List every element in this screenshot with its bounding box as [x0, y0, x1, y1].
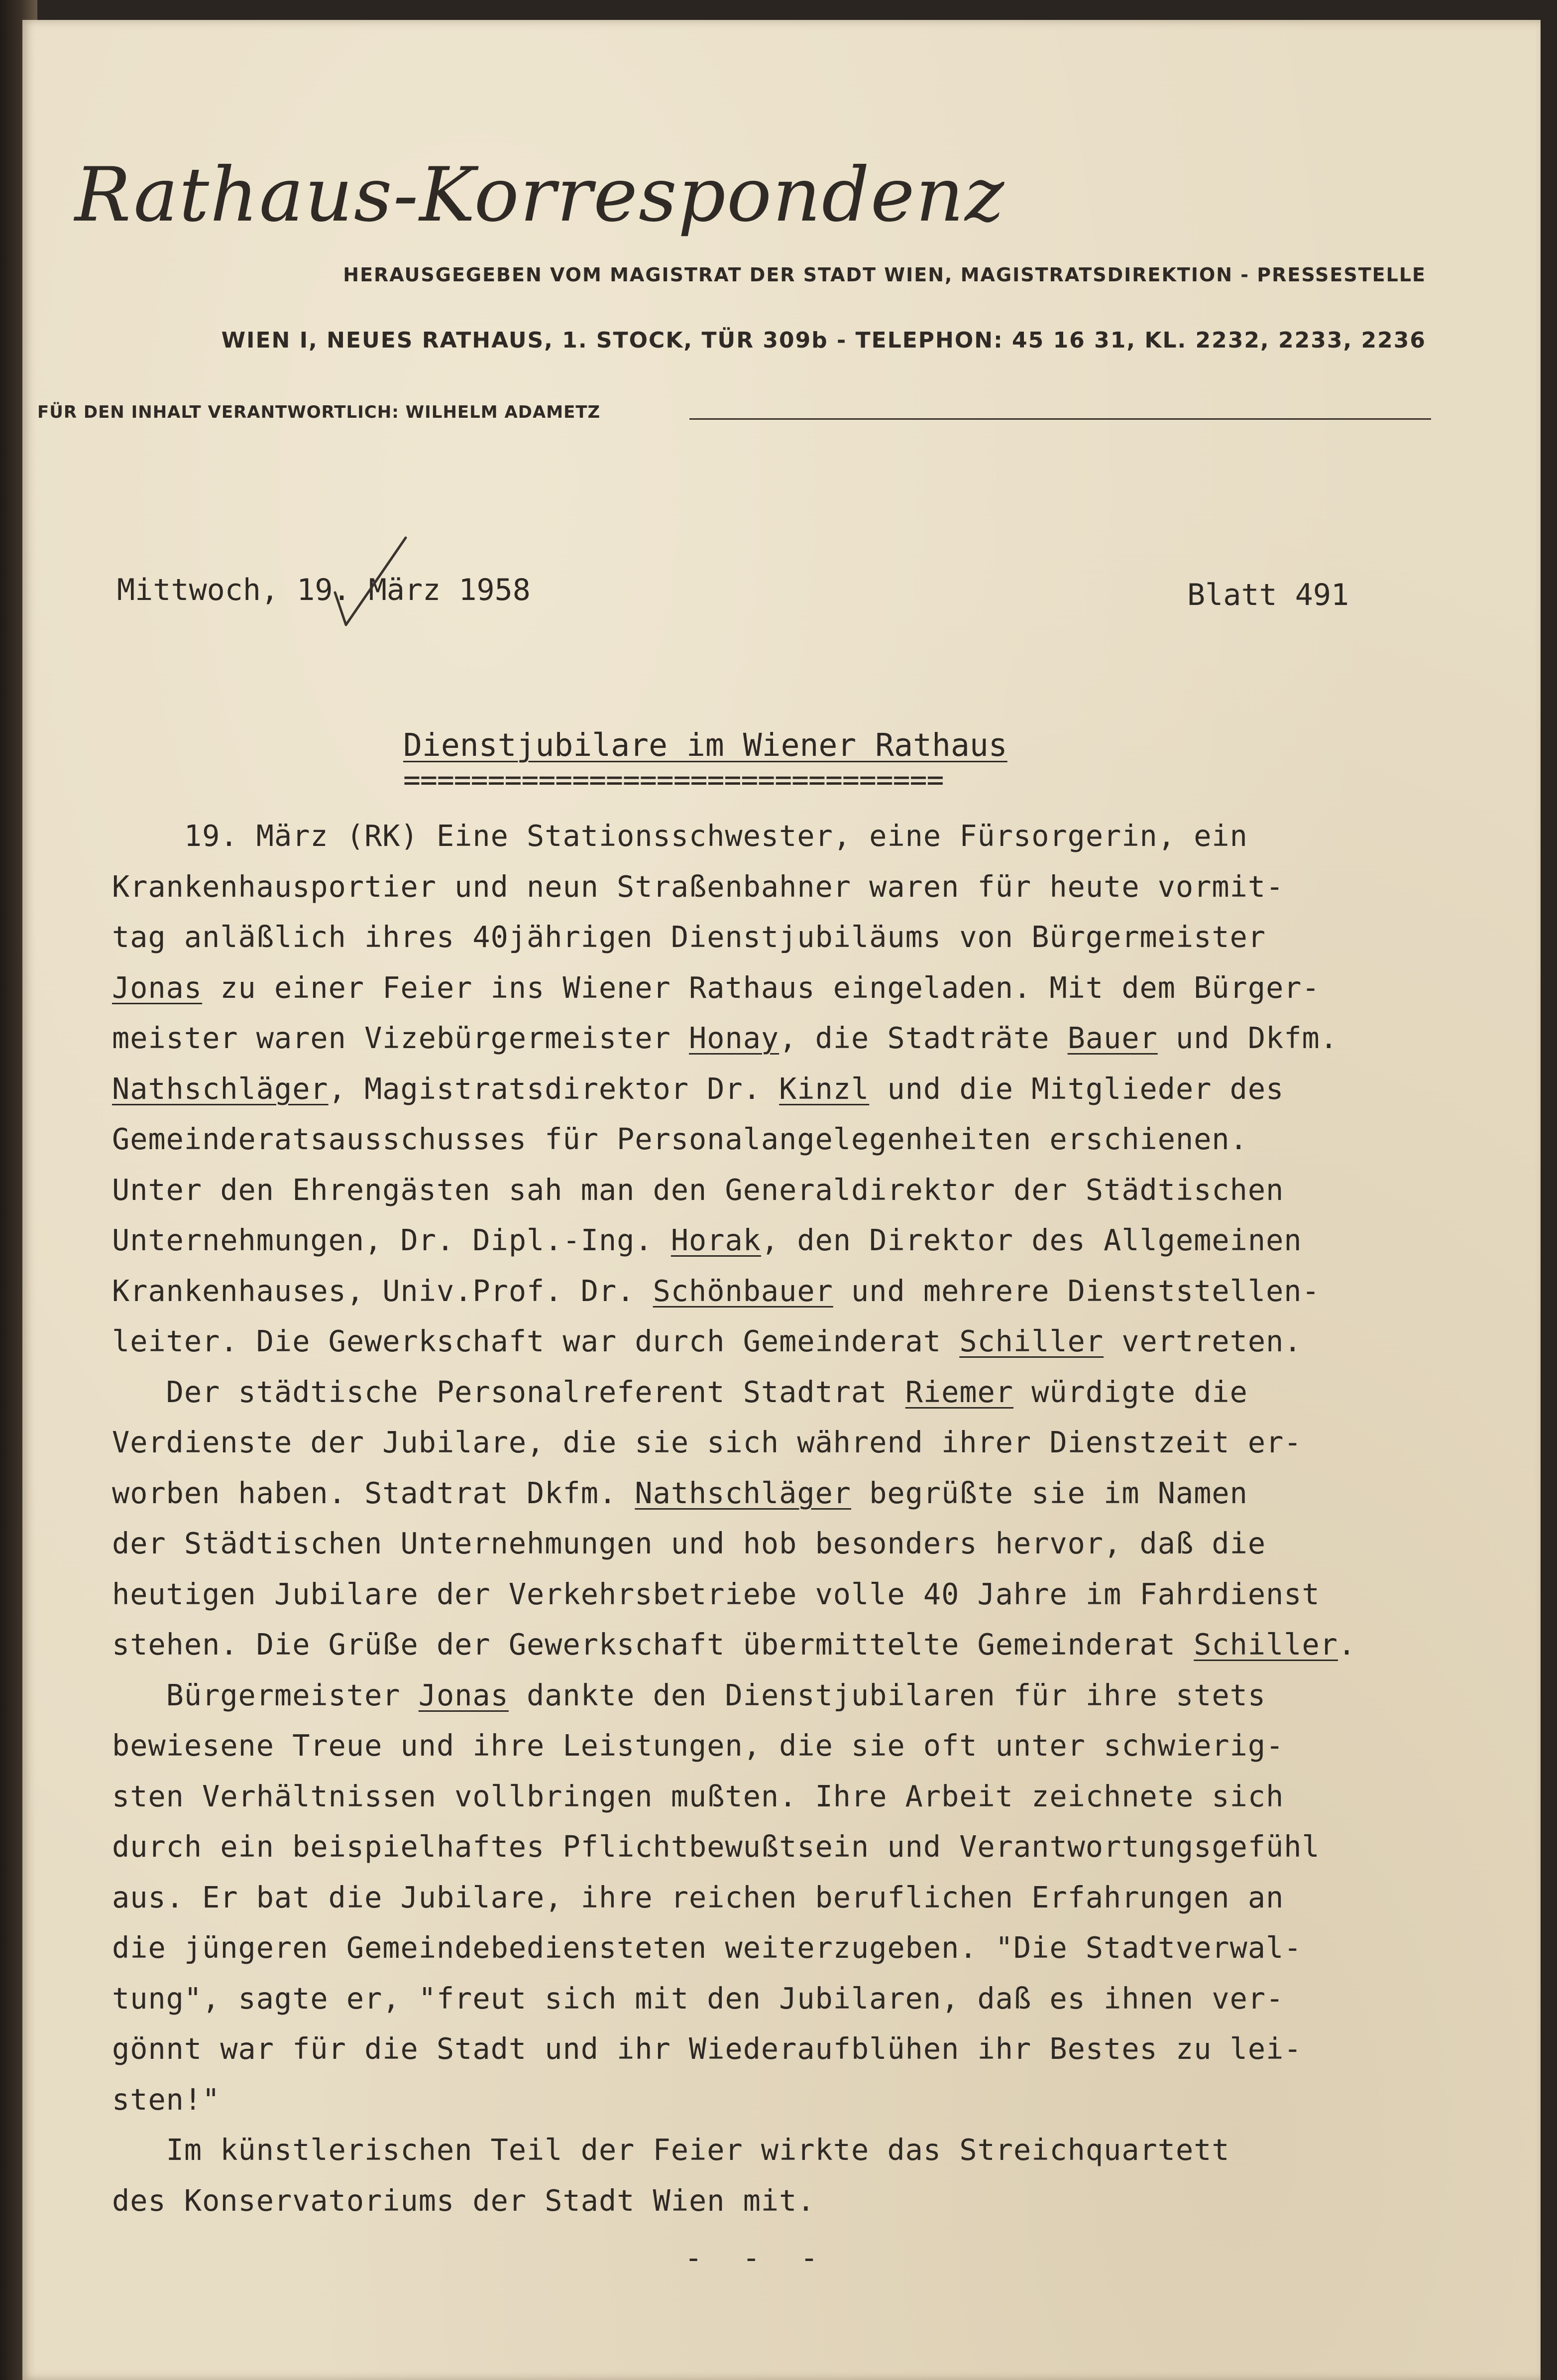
body-text: Bürgermeister [112, 1678, 419, 1712]
body-line [112, 971, 1320, 1005]
body-line [112, 2133, 1230, 2167]
body-line [112, 1426, 1302, 1459]
body-line [112, 1931, 1302, 1965]
body-line [112, 1881, 1284, 1914]
body-text: sten Verhältnissen vollbringen mußten. Ihre Arbeit zeichnete sich [112, 1779, 1284, 1813]
body-line [112, 2184, 815, 2218]
body-line [112, 1527, 1266, 1560]
body-text: die jüngeren Gemeindebediensteten weiterzugeben. "Die Stadtverwal- [112, 1931, 1302, 1965]
body-line [112, 1780, 1284, 1813]
body-line [112, 1072, 1284, 1106]
body-line [112, 870, 1284, 904]
body-line [112, 1577, 1320, 1611]
sheet-number: Blatt 491 [1187, 578, 1349, 612]
body-text: Im künstlerischen Teil der Feier wirkte das Streichquartett [112, 2133, 1230, 2167]
body-line [112, 1223, 1302, 1257]
body-line [112, 2032, 1302, 2066]
body-line [112, 1021, 1338, 1055]
end-mark: - - - [684, 2241, 829, 2275]
body-text: vertreten. [1104, 1324, 1302, 1358]
body-text: aus. Er bat die Jubilare, ihre reichen beruflichen Erfahrungen an [112, 1880, 1284, 1914]
body-text: durch ein beispielhaftes Pflichtbewußtsein und Verantwortungsgefühl [112, 1830, 1320, 1864]
body-text: Gemeinderatsausschusses für Personalangelegenheiten erschienen. [112, 1122, 1248, 1156]
checkmark-icon [331, 533, 411, 632]
underlined-name: Jonas [112, 970, 203, 1005]
body-text: , Magistratsdirektor Dr. [328, 1071, 779, 1106]
title-double-rule: ================================ [403, 763, 944, 797]
body-text: und die Mitglieder des [869, 1071, 1284, 1106]
body-text: tung", sagte er, "freut sich mit den Jubilaren, daß es ihnen ver- [112, 1981, 1284, 2016]
body-text: und Dkfm. [1157, 1021, 1338, 1055]
masthead-publisher: HERAUSGEGEBEN VOM MAGISTRAT DER STADT WIEN, MAGISTRATSDIREKTION - PRESSESTELLE [343, 264, 1426, 286]
body-line [112, 1173, 1284, 1207]
underlined-name: Schiller [959, 1324, 1104, 1358]
header-rule [689, 418, 1431, 420]
underlined-name: Schiller [1194, 1628, 1338, 1662]
body-text: und mehrere Dienststellen- [833, 1274, 1320, 1308]
body-text: Krankenhausportier und neun Straßenbahner waren für heute vormit- [112, 869, 1284, 904]
underlined-name: Jonas [418, 1678, 509, 1712]
body-line [112, 1982, 1284, 2016]
body-line [112, 920, 1266, 954]
underlined-name: Schönbauer [653, 1274, 833, 1308]
underlined-name: Kinzl [779, 1071, 870, 1106]
body-line [112, 1628, 1356, 1662]
body-text: bewiesene Treue und ihre Leistungen, die sie oft unter schwierig- [112, 1729, 1284, 1763]
document-page [22, 20, 1541, 2380]
body-text: , die Stadträte [779, 1021, 1068, 1055]
body-text: . [1337, 1628, 1356, 1662]
body-line [112, 1729, 1284, 1763]
responsible-editor: FÜR DEN INHALT VERANTWORTLICH: WILHELM ADAMETZ [37, 402, 601, 422]
body-text: Verdienste der Jubilare, die sie sich während ihrer Dienstzeit er- [112, 1426, 1302, 1459]
body-text: , den Direktor des Allgemeinen [761, 1223, 1302, 1257]
body-text: würdigte die [1013, 1375, 1248, 1409]
underlined-name: Honay [689, 1021, 779, 1055]
body-line [112, 2083, 220, 2117]
body-line [112, 1122, 1248, 1156]
body-text: begrüßte sie im Namen [851, 1476, 1248, 1510]
body-line [112, 1324, 1302, 1358]
underlined-name: Horak [670, 1223, 761, 1257]
masthead-title: Rathaus-Korrespondenz [75, 152, 1005, 238]
body-text: leiter. Die Gewerkschaft war durch Gemeinderat [112, 1324, 960, 1358]
body-line [112, 1476, 1248, 1510]
body-text: stehen. Die Grüße der Gewerkschaft übermittelte Gemeinderat [112, 1628, 1194, 1662]
body-text: Krankenhauses, Univ.Prof. Dr. [112, 1274, 653, 1308]
body-text: heutigen Jubilare der Verkehrsbetriebe volle 40 Jahre im Fahrdienst [112, 1577, 1320, 1611]
body-text: Unternehmungen, Dr. Dipl.-Ing. [112, 1223, 671, 1257]
body-text: tag anläßlich ihres 40jährigen Dienstjubiläums von Bürgermeister [112, 920, 1266, 954]
body-text: gönnt war für die Stadt und ihr Wiederaufblühen ihr Bestes zu lei- [112, 2032, 1302, 2066]
body-text: meister waren Vizebürgermeister [112, 1021, 689, 1055]
body-line [112, 1274, 1320, 1308]
body-text: worben haben. Stadtrat Dkfm. [112, 1476, 635, 1510]
body-text: dankte den Dienstjubilaren für ihre stets [508, 1678, 1266, 1712]
body-text: der Städtischen Unternehmungen und hob besonders hervor, daß die [112, 1527, 1266, 1560]
underlined-name: Bauer [1067, 1021, 1158, 1055]
underlined-name: Nathschläger [112, 1071, 329, 1106]
body-text: Unter den Ehrengästen sah man den Generaldirektor der Städtischen [112, 1173, 1284, 1207]
body-text: zu einer Feier ins Wiener Rathaus eingeladen. Mit dem Bürger- [202, 970, 1320, 1005]
body-text: Der städtische Personalreferent Stadtrat [112, 1375, 905, 1409]
underlined-name: Riemer [905, 1375, 1014, 1409]
body-line [112, 1830, 1320, 1864]
date-line: Mittwoch, 19. März 1958 [117, 573, 531, 607]
body-line [112, 1375, 1248, 1409]
underlined-name: Nathschläger [635, 1476, 852, 1510]
body-text: 19. März (RK) Eine Stationsschwester, eine Fürsorgerin, ein [112, 819, 1248, 853]
article-title: Dienstjubilare im Wiener Rathaus [403, 727, 1007, 763]
masthead-address: WIEN I, NEUES RATHAUS, 1. STOCK, TÜR 309b - TELEPHON: 45 16 31, KL. 2232, 2233, 2236 [221, 328, 1426, 353]
body-text: des Konservatoriums der Stadt Wien mit. [112, 2183, 815, 2218]
body-line [112, 1678, 1266, 1712]
body-line [112, 819, 1248, 853]
body-text: sten!" [112, 2082, 221, 2117]
